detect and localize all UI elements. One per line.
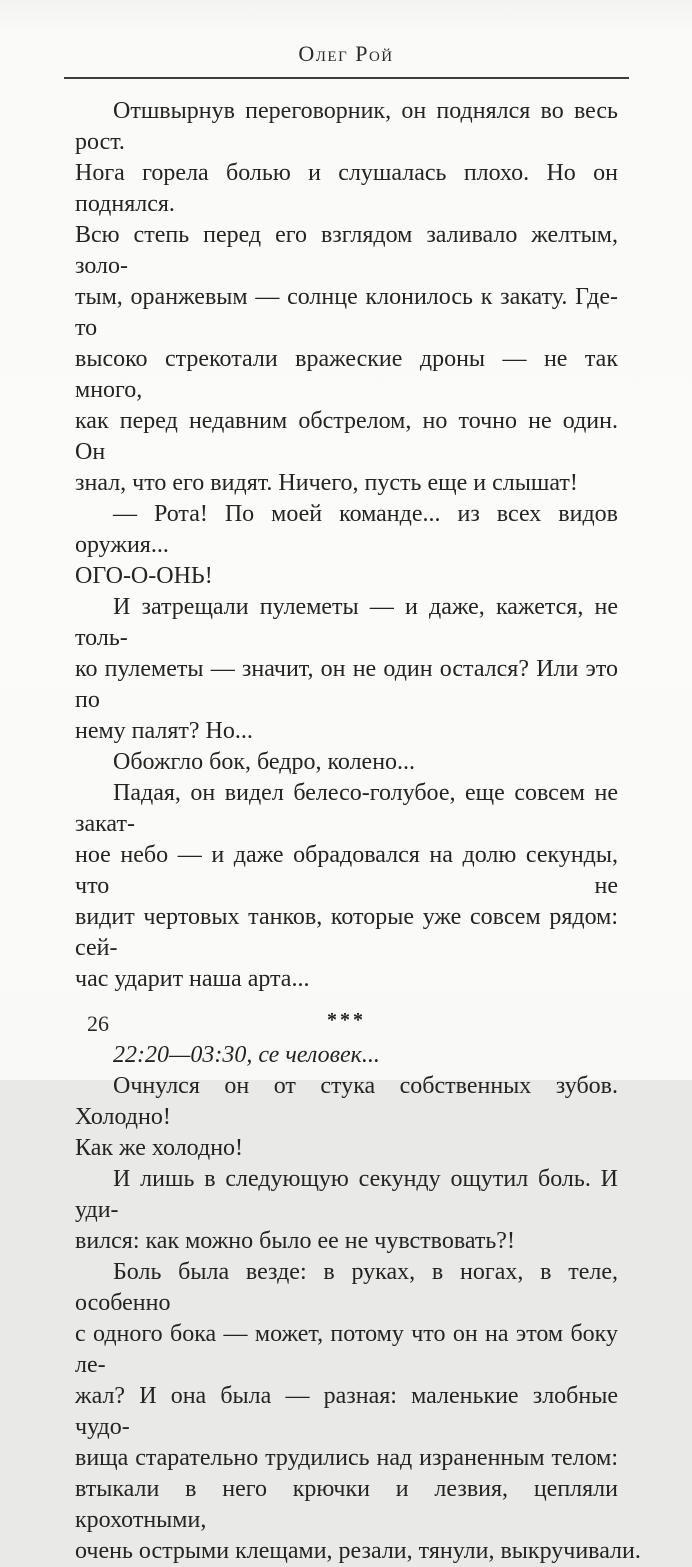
text-line: Как же холодно! bbox=[75, 1135, 244, 1161]
text-line: видит чертовых танков, которые уже совсем рядом: сей- bbox=[75, 904, 618, 961]
page-body-text bbox=[75, 96, 641, 1567]
text-line: И лишь в следующую секунду ощутил боль. И уди- bbox=[75, 1166, 618, 1223]
paragraph bbox=[75, 96, 618, 499]
paragraph bbox=[75, 1164, 618, 1257]
text-line: вился: как можно было ее не чувствовать?! bbox=[75, 1228, 515, 1254]
text-line: как перед недавним обстрелом, но точно не один. Он bbox=[75, 408, 618, 465]
paragraph bbox=[75, 592, 618, 747]
text-line: ОГО-О-ОНЬ! bbox=[75, 563, 213, 589]
paragraph bbox=[75, 499, 618, 592]
text-line: И затрещали пулеметы — и даже, кажется, не толь- bbox=[75, 594, 618, 651]
text-line: час ударит наша арта... bbox=[75, 966, 310, 992]
paragraph bbox=[75, 1071, 618, 1164]
text-line: очень острыми клещами, резали, тянули, выкручивали. bbox=[75, 1538, 641, 1564]
text-line: вища старательно трудились над израненным телом: bbox=[75, 1445, 618, 1471]
text-line: Очнулся он от стука собственных зубов. Холодно! bbox=[75, 1073, 618, 1130]
text-line: ко пулеметы — значит, он не один остался? Или это по bbox=[75, 656, 618, 713]
text-line: жал? И она была — разная: маленькие злобные чудо- bbox=[75, 1383, 618, 1440]
paragraph bbox=[75, 747, 618, 778]
text-line: ное небо — и даже обрадовался на долю секунды, что не bbox=[75, 842, 618, 899]
running-header-author: Олег Рой bbox=[298, 41, 394, 66]
text-line: втыкали в него крючки и лезвия, цепляли крохотными, bbox=[75, 1476, 618, 1533]
section-separator: *** bbox=[327, 1009, 366, 1031]
text-line: Нога горела болью и слушалась плохо. Но он поднялся. bbox=[75, 160, 618, 217]
text-line: с одного бока — может, потому что он на этом боку ле- bbox=[75, 1321, 618, 1378]
text-line: знал, что его видят. Ничего, пусть еще и слышат! bbox=[75, 470, 578, 496]
text-line: тым, оранжевым — солнце клонилось к закату. Где-то bbox=[75, 284, 618, 341]
text-line: Обожгло бок, бедро, колено... bbox=[113, 749, 416, 775]
paragraph bbox=[75, 1257, 641, 1567]
text-line: высоко стрекотали вражеские дроны — не так много, bbox=[75, 346, 618, 403]
page-number: 26 bbox=[87, 1011, 109, 1036]
text-line: Отшвырнув переговорник, он поднялся во весь рост. bbox=[75, 98, 618, 155]
text-line: — Рота! По моей команде... из всех видов оружия... bbox=[75, 501, 618, 558]
text-line: Падая, он видел белесо-голубое, еще совсем не закат- bbox=[75, 780, 618, 837]
time-heading: 22:20—03:30, се человек... bbox=[113, 1042, 380, 1068]
text-line: Боль была везде: в руках, в ногах, в теле, особенно bbox=[75, 1259, 618, 1316]
header-rule bbox=[64, 77, 629, 79]
text-line: нему палят? Но... bbox=[75, 718, 253, 744]
paragraph bbox=[75, 778, 618, 995]
text-line: Всю степь перед его взглядом заливало желтым, золо- bbox=[75, 222, 618, 279]
